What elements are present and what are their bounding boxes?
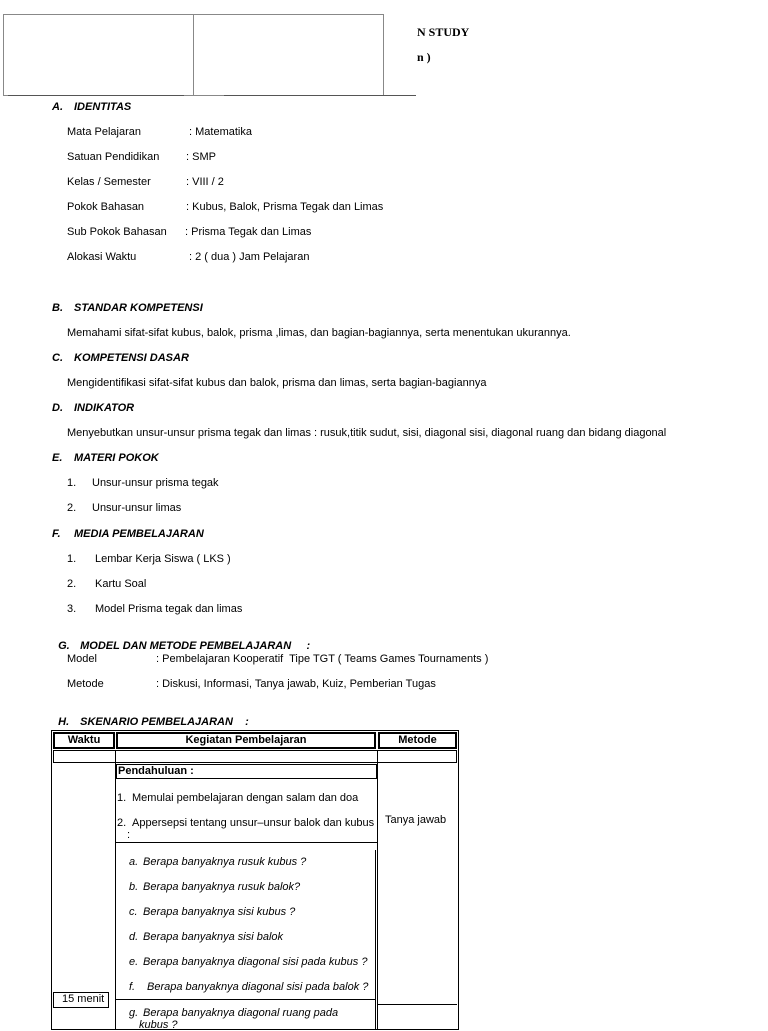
section-b-heading [52,302,203,314]
step-text: Appersepsi tentang unsur–unsur balok dan kubus [132,817,375,829]
table-spacer-divider [377,750,378,763]
media-item: Kartu Soal [95,578,147,590]
question-number: b. [129,881,139,893]
metode-cell-text: Tanya jawab [385,814,447,826]
media-item: Model Prisma tegak dan limas [95,603,243,615]
question-text: Berapa banyaknya diagonal sisi pada kubus ? [143,956,368,968]
identitas-value: : Matematika [189,126,252,138]
section-d-number: D. [52,402,63,414]
media-number: 2. [67,578,77,590]
question-f-underline [116,999,376,1000]
table-header-kegiatan: Kegiatan Pembelajaran [185,734,307,746]
waktu-text: 15 menit [62,993,105,1005]
section-c-title: KOMPETENSI DASAR [74,352,189,364]
header-box-left [3,14,194,96]
media-number: 1. [67,553,77,565]
identitas-label: Alokasi Waktu [67,251,137,263]
table-spacer-divider [115,750,116,763]
step-number: 2. [117,817,127,829]
question-number: d. [129,931,139,943]
section-h-title: SKENARIO PEMBELAJARAN : [80,716,249,728]
materi-item: Unsur-unsur limas [92,502,182,514]
question-number: c. [129,906,138,918]
question-text: Berapa banyaknya sisi kubus ? [143,906,296,918]
metode-label: Metode [67,678,104,690]
section-d-heading [52,402,134,414]
identitas-label: Kelas / Semester [67,176,151,188]
identitas-value: : VIII / 2 [186,176,224,188]
section-f-title: MEDIA PEMBELAJARAN [74,528,204,540]
identitas-value: : Prisma Tegak dan Limas [185,226,312,238]
materi-item: Unsur-unsur prisma tegak [92,477,219,489]
media-number: 3. [67,603,77,615]
section-a-title: IDENTITAS [74,101,132,113]
section-f-heading [52,528,204,540]
question-text: Berapa banyaknya diagonal sisi pada balok ? [147,981,369,993]
table-col-divider [115,763,116,1030]
kompetensi-dasar-text: Mengidentifikasi sifat-sifat kubus dan balok, prisma dan limas, serta bagian-bagiannya [67,377,487,389]
identitas-value: : 2 ( dua ) Jam Pelajaran [189,251,310,263]
identitas-label: Satuan Pendidikan [67,151,160,163]
question-number: g. [129,1007,139,1019]
header-title: N STUDY [417,25,470,39]
media-item: Lembar Kerja Siswa ( LKS ) [95,553,231,565]
materi-number: 2. [67,502,77,514]
step-text: Memulai pembelajaran dengan salam dan doa [132,792,359,804]
step-text-continuation: : [127,829,131,841]
question-text: Berapa banyaknya diagonal ruang pada [143,1007,339,1019]
section-g-number: G. [58,640,70,652]
question-text-continuation: kubus ? [139,1019,178,1031]
question-text: Berapa banyaknya rusuk kubus ? [143,856,307,868]
question-number: f. [129,981,136,993]
step-divider [377,790,378,812]
section-a-number: A. [52,101,63,113]
section-e-title: MATERI POKOK [74,452,159,464]
question-text: Berapa banyaknya sisi balok [143,931,284,943]
section-e-number: E. [52,452,63,464]
identitas-label: Mata Pelajaran [67,126,141,138]
question-number: e. [129,956,139,968]
section-c-heading [52,352,189,364]
indikator-text: Menyebutkan unsur-unsur prisma tegak dan limas : rusuk,titik sudut, sisi, diagonal sisi, diagonal ruang dan bidang diagonal [67,427,667,439]
identitas-label: Sub Pokok Bahasan [67,226,167,238]
header-underline-left [8,95,184,96]
section-b-title: STANDAR KOMPETENSI [74,302,203,314]
section-a-heading [52,101,131,113]
materi-number: 1. [67,477,77,489]
question-text: Berapa banyaknya rusuk balok? [143,881,301,893]
section-d-title: INDIKATOR [74,402,135,414]
model-value: : Pembelajaran Kooperatif Tipe TGT ( Teams Games Tournaments ) [156,653,489,665]
step-box-bottom [116,842,377,843]
header-underline-right [224,95,416,96]
metode-cell-divider [378,1004,457,1005]
table-spacer-row [53,750,457,763]
section-b-number: B. [52,302,63,314]
table-header-metode: Metode [398,734,437,746]
question-list-border [375,850,376,1030]
header-box-middle [193,14,384,96]
step-number: 1. [117,792,127,804]
identitas-value: : SMP [186,151,216,163]
question-number: a. [129,856,139,868]
section-g-heading [52,628,310,652]
section-h-heading [52,704,249,728]
section-e-heading [52,452,159,464]
model-label: Model [67,653,97,665]
section-c-number: C. [52,352,63,364]
pendahuluan-label: Pendahuluan : [118,765,194,777]
section-f-number: F. [52,528,61,540]
section-g-title: MODEL DAN METODE PEMBELAJARAN : [80,640,311,652]
table-header-waktu: Waktu [67,734,101,746]
metode-value: : Diskusi, Informasi, Tanya jawab, Kuiz, Pemberian Tugas [156,678,436,690]
section-h-number: H. [58,716,70,728]
identitas-label: Pokok Bahasan [67,201,145,213]
standar-kompetensi-text: Memahami sifat-sifat kubus, balok, prisma ,limas, dan bagian-bagiannya, serta menentukan ukurannya. [67,327,571,339]
header-subtitle: n ) [417,50,431,64]
identitas-value: : Kubus, Balok, Prisma Tegak dan Limas [186,201,384,213]
